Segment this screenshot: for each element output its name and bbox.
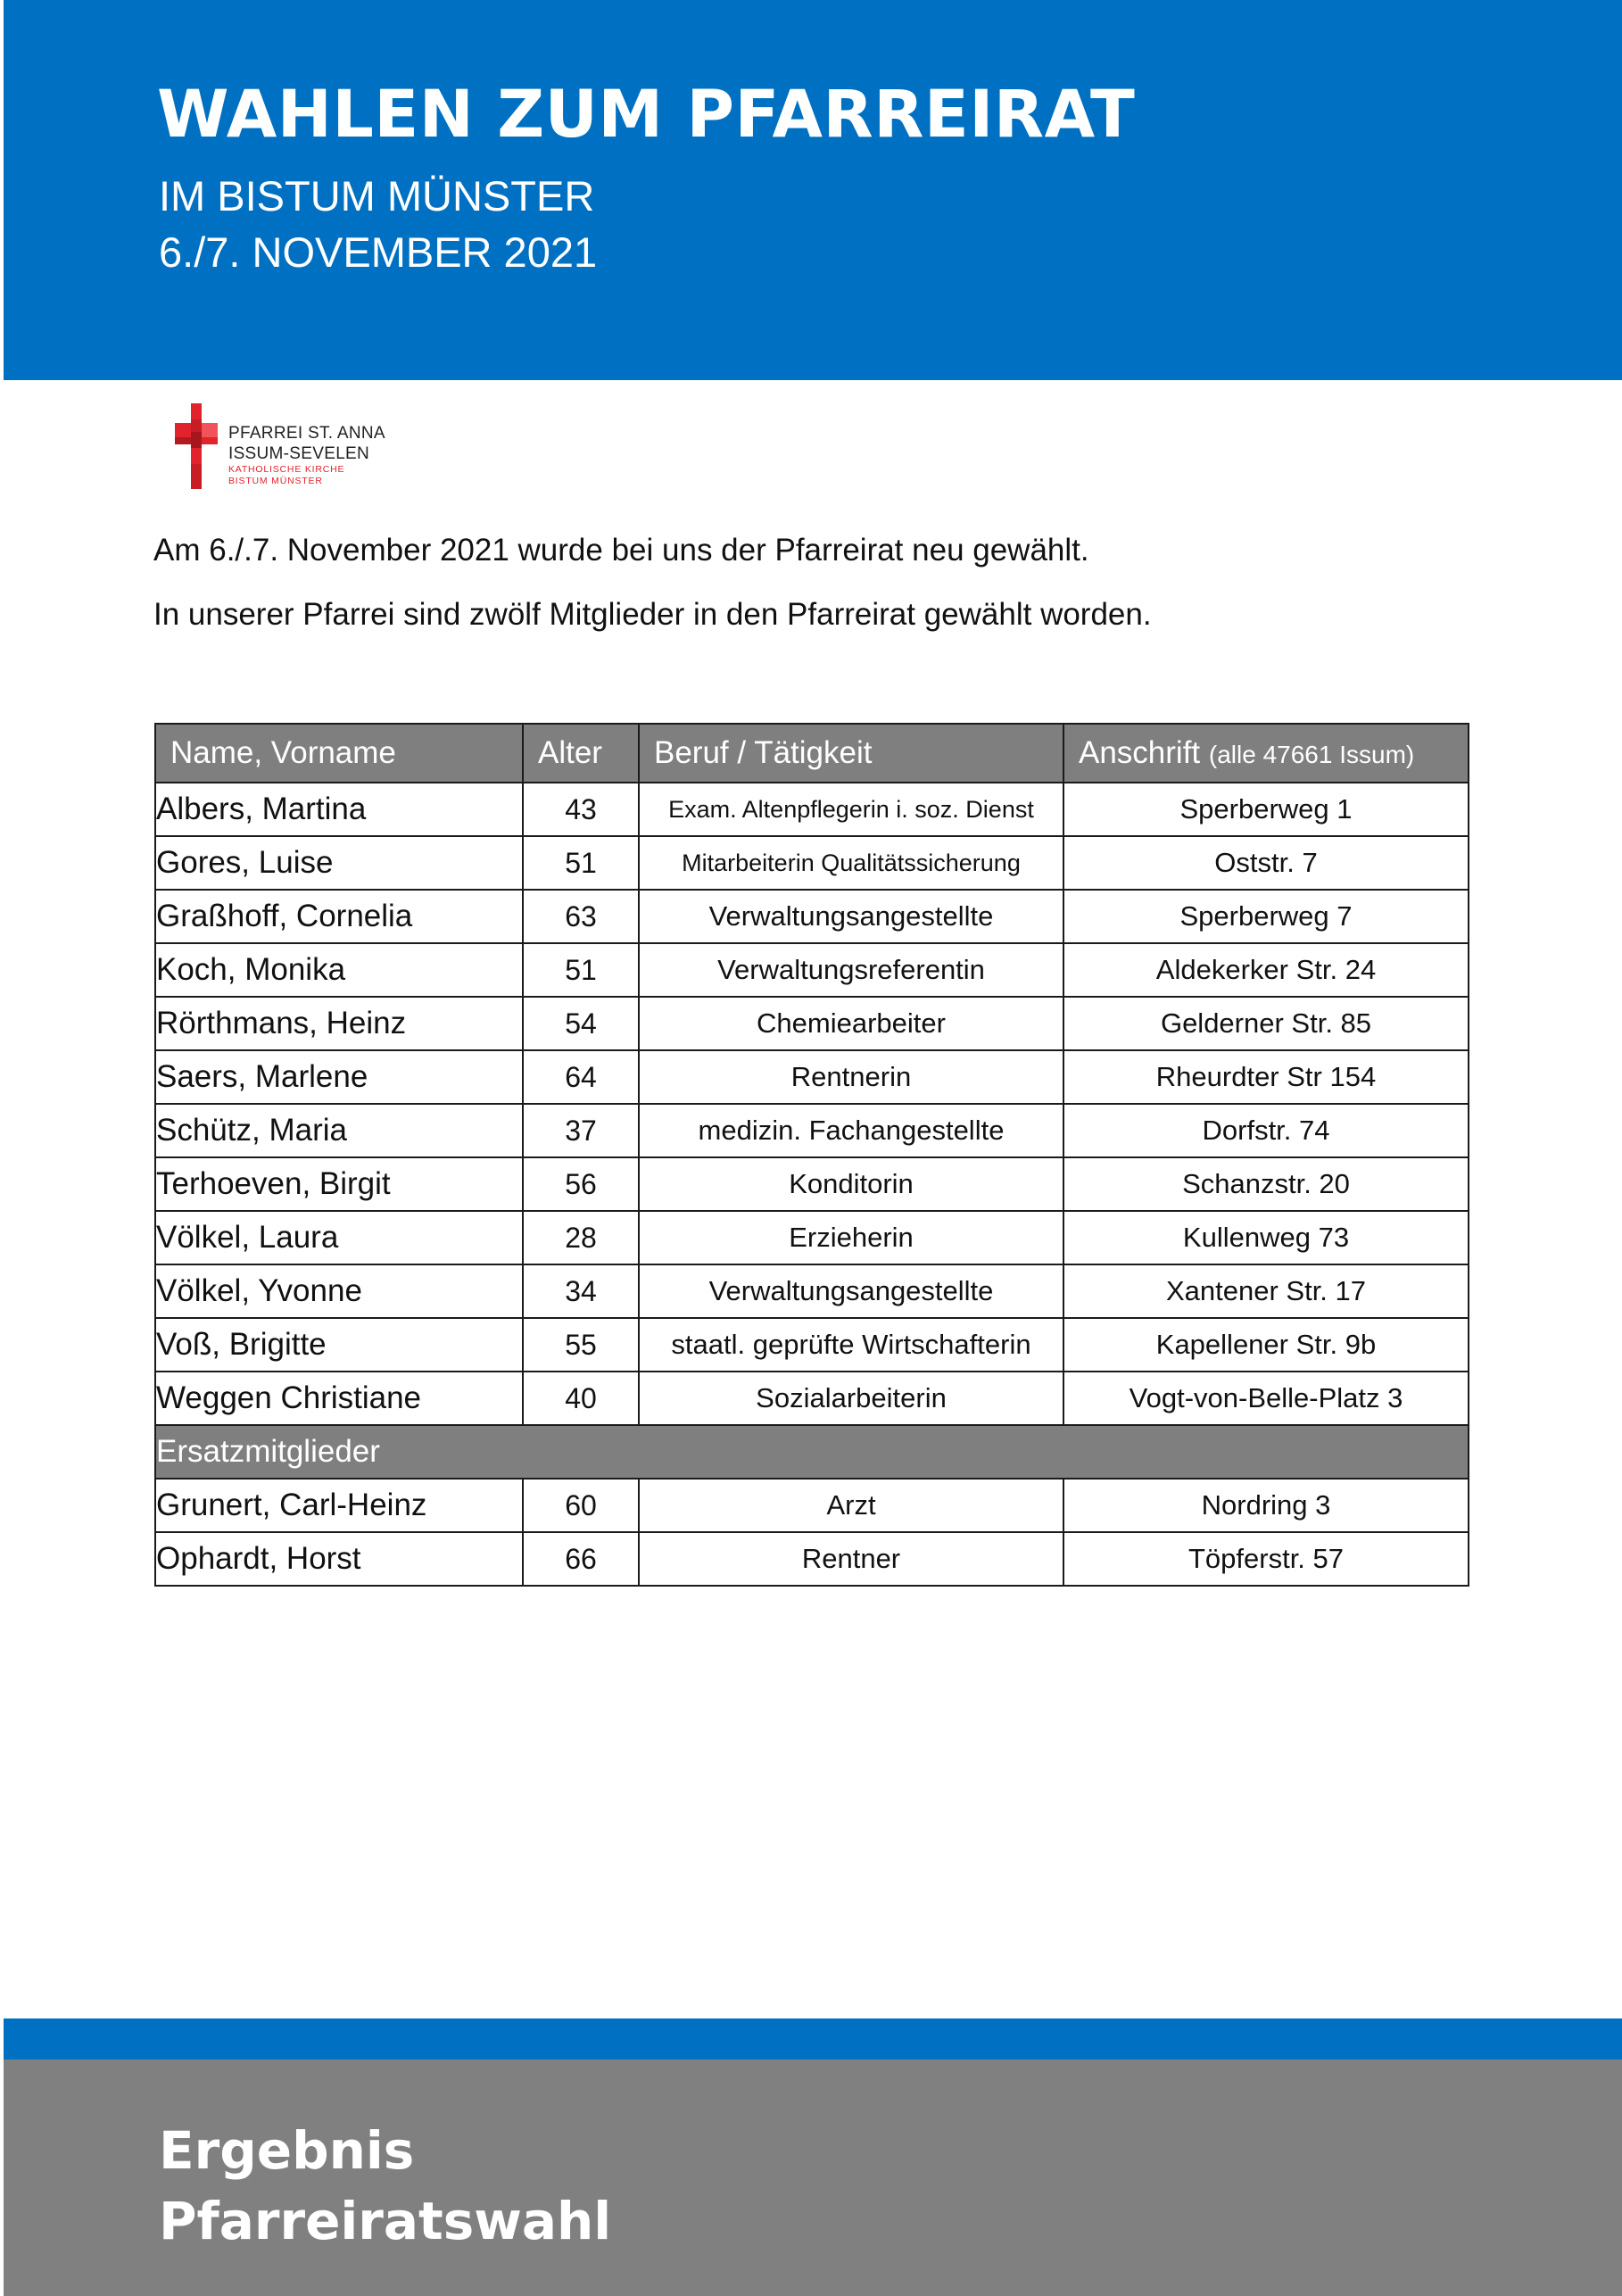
member-name: Gores, Luise: [155, 836, 523, 890]
member-age: 51: [523, 943, 639, 997]
substitute-job: Rentner: [639, 1532, 1063, 1586]
member-job: Exam. Altenpflegerin i. soz. Dienst: [639, 783, 1063, 836]
member-job: Verwaltungsangestellte: [639, 890, 1063, 943]
table-row: [155, 1211, 1469, 1264]
substitutes-label: Ersatzmitglieder: [155, 1425, 1469, 1479]
member-age: 37: [523, 1104, 639, 1157]
header-age: Alter: [523, 724, 639, 783]
member-name: Weggen Christiane: [155, 1372, 523, 1425]
member-age: 55: [523, 1318, 639, 1372]
table-row: [155, 1372, 1469, 1425]
member-age: 63: [523, 890, 639, 943]
table-row: [155, 943, 1469, 997]
table-row: [155, 1050, 1469, 1104]
intro-paragraph-2: In unserer Pfarrei sind zwölf Mitglieder in den Pfarreirat gewählt worden.: [153, 597, 1152, 632]
page-title: WAHLEN ZUM PFARREIRAT: [157, 77, 1136, 153]
table-header-row: [155, 724, 1469, 783]
member-address: Aldekerker Str. 24: [1063, 943, 1469, 997]
substitute-address: Nordring 3: [1063, 1479, 1469, 1532]
table-row: [155, 1157, 1469, 1211]
member-address: Xantener Str. 17: [1063, 1264, 1469, 1318]
member-name: Rörthmans, Heinz: [155, 997, 523, 1050]
member-name: Terhoeven, Birgit: [155, 1157, 523, 1211]
header-address: [1063, 724, 1469, 783]
member-age: 56: [523, 1157, 639, 1211]
header-address-label: Anschrift: [1079, 735, 1201, 770]
substitute-name: Grunert, Carl-Heinz: [155, 1479, 523, 1532]
member-age: 43: [523, 783, 639, 836]
table-row: [155, 890, 1469, 943]
substitutes-section-row: [155, 1425, 1469, 1479]
substitute-age: 66: [523, 1532, 639, 1586]
substitute-name: Ophardt, Horst: [155, 1532, 523, 1586]
cross-logo-icon: [175, 402, 219, 491]
header-name: Name, Vorname: [155, 724, 523, 783]
member-address: Rheurdter Str 154: [1063, 1050, 1469, 1104]
member-age: 28: [523, 1211, 639, 1264]
footer-title-line-2: Pfarreiratswahl: [159, 2191, 612, 2251]
member-age: 34: [523, 1264, 639, 1318]
member-address: Gelderner Str. 85: [1063, 997, 1469, 1050]
logo-line-diocese: BISTUM MÜNSTER: [228, 476, 323, 486]
member-job: Mitarbeiterin Qualitätssicherung: [639, 836, 1063, 890]
member-name: Albers, Martina: [155, 783, 523, 836]
member-age: 40: [523, 1372, 639, 1425]
member-address: Dorfstr. 74: [1063, 1104, 1469, 1157]
table-row: [155, 1318, 1469, 1372]
page-subtitle: IM BISTUM MÜNSTER: [159, 172, 595, 220]
footer-accent-bar: [4, 2018, 1622, 2060]
header-job: Beruf / Tätigkeit: [639, 724, 1063, 783]
member-address: Kapellener Str. 9b: [1063, 1318, 1469, 1372]
members-table: [154, 723, 1469, 1587]
member-name: Völkel, Yvonne: [155, 1264, 523, 1318]
member-age: 54: [523, 997, 639, 1050]
member-name: Voß, Brigitte: [155, 1318, 523, 1372]
member-job: Rentnerin: [639, 1050, 1063, 1104]
member-address: Schanzstr. 20: [1063, 1157, 1469, 1211]
member-address: Sperberweg 1: [1063, 783, 1469, 836]
parish-logo: [175, 402, 425, 491]
member-age: 51: [523, 836, 639, 890]
member-address: Vogt-von-Belle-Platz 3: [1063, 1372, 1469, 1425]
member-job: medizin. Fachangestellte: [639, 1104, 1063, 1157]
table-row: [155, 783, 1469, 836]
table-row: [155, 1104, 1469, 1157]
member-address: Oststr. 7: [1063, 836, 1469, 890]
table-row: [155, 1479, 1469, 1532]
logo-line-church: KATHOLISCHE KIRCHE: [228, 464, 345, 475]
table-row: [155, 1264, 1469, 1318]
member-job: staatl. geprüfte Wirtschafterin: [639, 1318, 1063, 1372]
substitute-age: 60: [523, 1479, 639, 1532]
member-name: Graßhoff, Cornelia: [155, 890, 523, 943]
logo-line-parish: PFARREI ST. ANNA: [228, 424, 385, 443]
member-job: Verwaltungsangestellte: [639, 1264, 1063, 1318]
member-job: Sozialarbeiterin: [639, 1372, 1063, 1425]
member-name: Saers, Marlene: [155, 1050, 523, 1104]
footer-title-line-1: Ergebnis: [159, 2120, 415, 2181]
member-name: Schütz, Maria: [155, 1104, 523, 1157]
substitute-address: Töpferstr. 57: [1063, 1532, 1469, 1586]
member-name: Völkel, Laura: [155, 1211, 523, 1264]
member-age: 64: [523, 1050, 639, 1104]
table-row: [155, 997, 1469, 1050]
table-row: [155, 836, 1469, 890]
member-job: Erzieherin: [639, 1211, 1063, 1264]
substitute-job: Arzt: [639, 1479, 1063, 1532]
member-address: Sperberweg 7: [1063, 890, 1469, 943]
header-address-note: (alle 47661 Issum): [1208, 741, 1415, 768]
intro-paragraph-1: Am 6./.7. November 2021 wurde bei uns der Pfarreirat neu gewählt.: [153, 533, 1089, 568]
member-name: Koch, Monika: [155, 943, 523, 997]
table-row: [155, 1532, 1469, 1586]
member-address: Kullenweg 73: [1063, 1211, 1469, 1264]
logo-line-place: ISSUM-SEVELEN: [228, 444, 370, 463]
member-job: Konditorin: [639, 1157, 1063, 1211]
member-job: Verwaltungsreferentin: [639, 943, 1063, 997]
election-date: 6./7. NOVEMBER 2021: [159, 228, 598, 276]
member-job: Chemiearbeiter: [639, 997, 1063, 1050]
